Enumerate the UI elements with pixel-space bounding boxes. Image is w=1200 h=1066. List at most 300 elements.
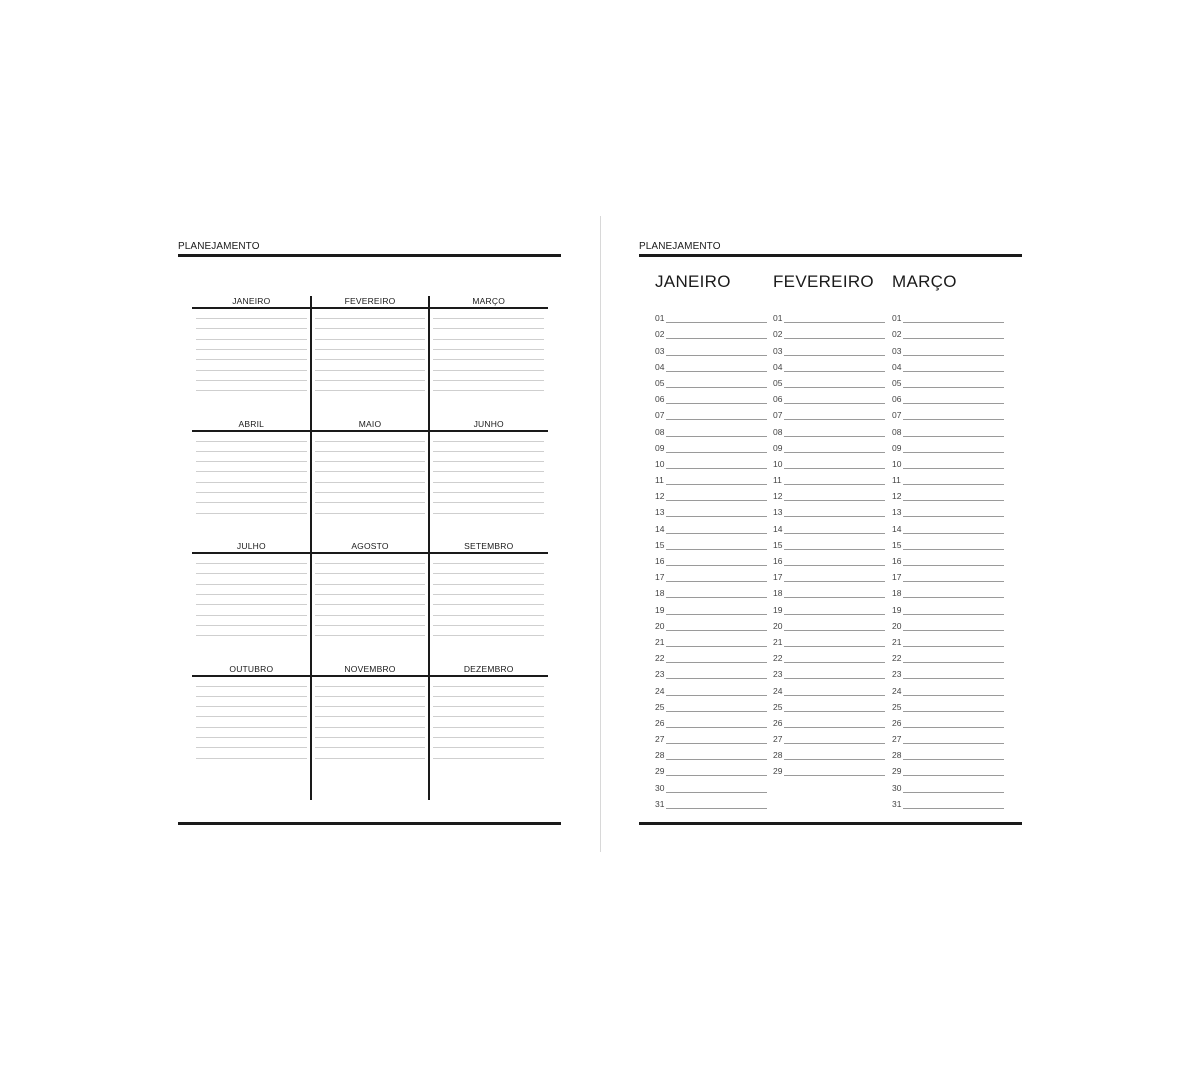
day-writing-line[interactable] <box>666 403 767 404</box>
day-row[interactable] <box>773 438 885 454</box>
writing-line[interactable] <box>433 584 544 585</box>
day-writing-line[interactable] <box>903 387 1004 388</box>
day-row[interactable] <box>773 535 885 551</box>
day-row[interactable] <box>773 680 885 696</box>
day-row[interactable] <box>892 745 1004 761</box>
day-row[interactable] <box>892 486 1004 502</box>
day-row[interactable] <box>773 470 885 486</box>
writing-line[interactable] <box>196 502 307 503</box>
day-writing-line[interactable] <box>903 581 1004 582</box>
month-block-setembro <box>429 541 548 663</box>
day-writing-line[interactable] <box>903 775 1004 776</box>
day-row[interactable] <box>773 664 885 680</box>
month-label: NOVEMBRO <box>344 663 396 674</box>
writing-line[interactable] <box>196 380 307 381</box>
day-writing-line[interactable] <box>903 436 1004 437</box>
writing-line[interactable] <box>315 339 426 340</box>
day-writing-line[interactable] <box>666 549 767 550</box>
day-row[interactable] <box>655 777 767 793</box>
day-writing-line[interactable] <box>903 468 1004 469</box>
writing-line[interactable] <box>315 737 426 738</box>
writing-line[interactable] <box>433 328 544 329</box>
writing-line[interactable] <box>433 615 544 616</box>
day-row[interactable] <box>892 567 1004 583</box>
day-row[interactable] <box>655 680 767 696</box>
day-row[interactable] <box>773 454 885 470</box>
day-writing-line[interactable] <box>784 565 885 566</box>
day-writing-line[interactable] <box>666 371 767 372</box>
day-row[interactable] <box>655 729 767 745</box>
writing-line[interactable] <box>196 451 307 452</box>
day-row[interactable] <box>655 308 767 324</box>
writing-line[interactable] <box>315 696 426 697</box>
day-row[interactable] <box>892 599 1004 615</box>
day-number: 31 <box>655 798 665 809</box>
day-writing-line[interactable] <box>784 452 885 453</box>
writing-line[interactable] <box>433 461 544 462</box>
day-row[interactable] <box>655 454 767 470</box>
day-row[interactable] <box>892 357 1004 373</box>
day-writing-line[interactable] <box>666 387 767 388</box>
day-writing-line[interactable] <box>666 711 767 712</box>
day-row[interactable] <box>655 486 767 502</box>
writing-line[interactable] <box>196 615 307 616</box>
writing-line[interactable] <box>433 686 544 687</box>
writing-line[interactable] <box>315 727 426 728</box>
writing-line[interactable] <box>196 441 307 442</box>
day-row[interactable] <box>773 632 885 648</box>
writing-line[interactable] <box>196 716 307 717</box>
writing-line[interactable] <box>196 686 307 687</box>
day-row[interactable] <box>773 518 885 534</box>
day-writing-line[interactable] <box>784 371 885 372</box>
writing-line[interactable] <box>315 635 426 636</box>
day-row[interactable] <box>655 745 767 761</box>
writing-line[interactable] <box>196 328 307 329</box>
writing-line[interactable] <box>196 482 307 483</box>
writing-line[interactable] <box>196 573 307 574</box>
month-header-rule <box>192 552 311 554</box>
day-number: 27 <box>655 734 665 745</box>
day-row[interactable] <box>773 373 885 389</box>
day-row[interactable] <box>773 567 885 583</box>
day-row[interactable] <box>892 777 1004 793</box>
day-writing-line[interactable] <box>903 792 1004 793</box>
day-row[interactable] <box>773 648 885 664</box>
day-writing-line[interactable] <box>903 500 1004 501</box>
day-row[interactable] <box>892 454 1004 470</box>
writing-line[interactable] <box>315 706 426 707</box>
writing-line[interactable] <box>196 594 307 595</box>
day-writing-line[interactable] <box>903 452 1004 453</box>
day-row[interactable] <box>892 324 1004 340</box>
day-row[interactable] <box>773 761 885 777</box>
day-writing-line[interactable] <box>903 355 1004 356</box>
day-writing-line[interactable] <box>666 743 767 744</box>
writing-line[interactable] <box>433 318 544 319</box>
day-writing-line[interactable] <box>784 727 885 728</box>
writing-line[interactable] <box>433 716 544 717</box>
day-writing-line[interactable] <box>903 662 1004 663</box>
writing-line[interactable] <box>315 584 426 585</box>
day-writing-line[interactable] <box>666 727 767 728</box>
day-writing-line[interactable] <box>666 516 767 517</box>
day-row[interactable] <box>773 583 885 599</box>
day-writing-line[interactable] <box>666 792 767 793</box>
writing-line[interactable] <box>433 359 544 360</box>
writing-line[interactable] <box>196 461 307 462</box>
writing-line[interactable] <box>196 584 307 585</box>
writing-line[interactable] <box>315 441 426 442</box>
writing-line[interactable] <box>433 380 544 381</box>
day-writing-line[interactable] <box>784 500 885 501</box>
writing-line[interactable] <box>433 563 544 564</box>
day-row[interactable] <box>655 438 767 454</box>
writing-line[interactable] <box>433 482 544 483</box>
day-writing-line[interactable] <box>784 403 885 404</box>
day-number: 08 <box>655 426 665 437</box>
day-writing-line[interactable] <box>903 419 1004 420</box>
writing-line[interactable] <box>196 339 307 340</box>
day-row[interactable] <box>892 373 1004 389</box>
writing-line[interactable] <box>315 747 426 748</box>
day-writing-line[interactable] <box>784 549 885 550</box>
day-writing-line[interactable] <box>784 597 885 598</box>
day-row[interactable] <box>892 551 1004 567</box>
day-row[interactable] <box>655 502 767 518</box>
day-writing-line[interactable] <box>666 759 767 760</box>
writing-line[interactable] <box>315 451 426 452</box>
day-row[interactable] <box>892 664 1004 680</box>
day-row[interactable] <box>892 340 1004 356</box>
writing-line[interactable] <box>433 604 544 605</box>
day-writing-line[interactable] <box>903 646 1004 647</box>
writing-line[interactable] <box>433 513 544 514</box>
writing-line[interactable] <box>315 318 426 319</box>
day-writing-line[interactable] <box>903 597 1004 598</box>
day-writing-line[interactable] <box>666 662 767 663</box>
day-row[interactable] <box>773 616 885 632</box>
day-writing-line[interactable] <box>666 338 767 339</box>
day-writing-line[interactable] <box>903 484 1004 485</box>
day-row[interactable] <box>655 583 767 599</box>
day-writing-line[interactable] <box>784 419 885 420</box>
day-row[interactable] <box>773 729 885 745</box>
day-writing-line[interactable] <box>666 436 767 437</box>
writing-line[interactable] <box>315 604 426 605</box>
writing-line[interactable] <box>315 513 426 514</box>
day-row[interactable] <box>892 502 1004 518</box>
day-row[interactable] <box>773 599 885 615</box>
day-row[interactable] <box>892 794 1004 810</box>
day-row[interactable] <box>892 421 1004 437</box>
day-writing-line[interactable] <box>666 355 767 356</box>
day-row[interactable] <box>892 729 1004 745</box>
day-writing-line[interactable] <box>903 322 1004 323</box>
day-row[interactable] <box>655 340 767 356</box>
day-row[interactable] <box>655 470 767 486</box>
day-row[interactable] <box>773 324 885 340</box>
day-writing-line[interactable] <box>666 775 767 776</box>
day-writing-line[interactable] <box>666 468 767 469</box>
writing-line[interactable] <box>433 451 544 452</box>
writing-line[interactable] <box>315 359 426 360</box>
day-row[interactable] <box>773 745 885 761</box>
day-row[interactable] <box>655 567 767 583</box>
day-writing-line[interactable] <box>784 695 885 696</box>
day-writing-line[interactable] <box>784 759 885 760</box>
day-row[interactable] <box>655 664 767 680</box>
month-block-fevereiro <box>311 296 430 418</box>
day-writing-line[interactable] <box>666 484 767 485</box>
month-header-rule <box>311 307 430 309</box>
writing-line[interactable] <box>433 696 544 697</box>
day-number: 05 <box>655 377 665 388</box>
day-writing-line[interactable] <box>784 775 885 776</box>
day-row[interactable] <box>773 713 885 729</box>
writing-line[interactable] <box>315 482 426 483</box>
day-writing-line[interactable] <box>784 436 885 437</box>
writing-line[interactable] <box>433 625 544 626</box>
day-row[interactable] <box>655 551 767 567</box>
day-writing-line[interactable] <box>784 662 885 663</box>
day-writing-line[interactable] <box>903 614 1004 615</box>
day-writing-line[interactable] <box>784 338 885 339</box>
day-writing-line[interactable] <box>903 403 1004 404</box>
day-row[interactable] <box>655 713 767 729</box>
writing-line[interactable] <box>433 471 544 472</box>
day-row[interactable] <box>773 486 885 502</box>
writing-line[interactable] <box>433 727 544 728</box>
day-row[interactable] <box>892 632 1004 648</box>
writing-line[interactable] <box>433 758 544 759</box>
writing-line[interactable] <box>433 706 544 707</box>
day-number: 14 <box>655 523 665 534</box>
day-writing-line[interactable] <box>666 646 767 647</box>
day-row[interactable] <box>892 761 1004 777</box>
day-row[interactable] <box>892 648 1004 664</box>
writing-line[interactable] <box>433 370 544 371</box>
day-row[interactable] <box>773 421 885 437</box>
column-divider <box>428 296 430 800</box>
writing-line[interactable] <box>196 635 307 636</box>
day-writing-line[interactable] <box>784 614 885 615</box>
day-row[interactable] <box>655 421 767 437</box>
day-row[interactable] <box>892 713 1004 729</box>
day-writing-line[interactable] <box>666 630 767 631</box>
writing-line[interactable] <box>315 390 426 391</box>
day-row[interactable] <box>773 405 885 421</box>
day-writing-line[interactable] <box>784 743 885 744</box>
writing-line[interactable] <box>315 492 426 493</box>
writing-line[interactable] <box>315 563 426 564</box>
writing-line[interactable] <box>433 737 544 738</box>
writing-line[interactable] <box>315 349 426 350</box>
day-writing-line[interactable] <box>903 565 1004 566</box>
day-writing-line[interactable] <box>666 419 767 420</box>
writing-line[interactable] <box>433 441 544 442</box>
day-row[interactable] <box>892 616 1004 632</box>
day-writing-line[interactable] <box>784 711 885 712</box>
writing-line[interactable] <box>196 706 307 707</box>
day-writing-line[interactable] <box>666 533 767 534</box>
day-writing-line[interactable] <box>666 581 767 582</box>
day-writing-line[interactable] <box>903 695 1004 696</box>
day-row[interactable] <box>892 697 1004 713</box>
day-number: 05 <box>892 377 902 388</box>
day-writing-line[interactable] <box>666 678 767 679</box>
day-writing-line[interactable] <box>903 743 1004 744</box>
writing-line[interactable] <box>196 471 307 472</box>
day-row[interactable] <box>892 308 1004 324</box>
day-row[interactable] <box>773 697 885 713</box>
day-row[interactable] <box>892 389 1004 405</box>
day-row[interactable] <box>892 405 1004 421</box>
day-number: 28 <box>892 750 902 761</box>
writing-line[interactable] <box>433 349 544 350</box>
day-writing-line[interactable] <box>903 338 1004 339</box>
day-writing-line[interactable] <box>666 597 767 598</box>
day-writing-line[interactable] <box>666 695 767 696</box>
writing-line[interactable] <box>315 758 426 759</box>
day-writing-line[interactable] <box>784 533 885 534</box>
day-writing-line[interactable] <box>903 549 1004 550</box>
day-writing-line[interactable] <box>784 646 885 647</box>
day-writing-line[interactable] <box>903 759 1004 760</box>
day-writing-line[interactable] <box>784 630 885 631</box>
writing-line[interactable] <box>433 492 544 493</box>
day-row[interactable] <box>655 324 767 340</box>
writing-line[interactable] <box>315 502 426 503</box>
day-number: 24 <box>655 685 665 696</box>
day-row[interactable] <box>655 697 767 713</box>
day-row[interactable] <box>655 357 767 373</box>
day-row[interactable] <box>773 389 885 405</box>
writing-line[interactable] <box>315 471 426 472</box>
day-writing-line[interactable] <box>903 630 1004 631</box>
day-writing-line[interactable] <box>784 516 885 517</box>
writing-line[interactable] <box>196 349 307 350</box>
day-writing-line[interactable] <box>784 355 885 356</box>
month-header-rule <box>192 307 311 309</box>
writing-line[interactable] <box>433 502 544 503</box>
day-row[interactable] <box>892 518 1004 534</box>
day-row[interactable] <box>773 502 885 518</box>
day-writing-line[interactable] <box>666 322 767 323</box>
writing-line[interactable] <box>196 625 307 626</box>
writing-line[interactable] <box>196 359 307 360</box>
day-writing-line[interactable] <box>784 678 885 679</box>
writing-line[interactable] <box>315 380 426 381</box>
day-row[interactable] <box>655 794 767 810</box>
day-writing-line[interactable] <box>666 452 767 453</box>
day-row[interactable] <box>655 389 767 405</box>
day-row[interactable] <box>892 470 1004 486</box>
writing-line[interactable] <box>196 318 307 319</box>
day-number: 27 <box>773 734 783 745</box>
day-row[interactable] <box>655 535 767 551</box>
day-writing-line[interactable] <box>903 371 1004 372</box>
month-label: JUNHO <box>473 418 504 429</box>
writing-line[interactable] <box>196 563 307 564</box>
day-writing-line[interactable] <box>784 581 885 582</box>
day-number: 09 <box>773 442 783 453</box>
day-row[interactable] <box>892 535 1004 551</box>
day-row[interactable] <box>655 761 767 777</box>
month-label: DEZEMBRO <box>463 663 514 674</box>
writing-line[interactable] <box>433 573 544 574</box>
writing-line[interactable] <box>433 747 544 748</box>
day-writing-line[interactable] <box>784 322 885 323</box>
writing-line[interactable] <box>196 492 307 493</box>
writing-line[interactable] <box>433 339 544 340</box>
writing-line[interactable] <box>196 727 307 728</box>
writing-line[interactable] <box>196 747 307 748</box>
writing-line[interactable] <box>196 604 307 605</box>
writing-line[interactable] <box>196 696 307 697</box>
day-row[interactable] <box>773 308 885 324</box>
day-writing-line[interactable] <box>903 808 1004 809</box>
day-row[interactable] <box>655 632 767 648</box>
writing-line[interactable] <box>196 390 307 391</box>
day-number: 02 <box>773 329 783 340</box>
day-row[interactable] <box>655 373 767 389</box>
day-row[interactable] <box>655 405 767 421</box>
day-writing-line[interactable] <box>903 727 1004 728</box>
writing-line[interactable] <box>315 573 426 574</box>
writing-line[interactable] <box>315 615 426 616</box>
writing-line[interactable] <box>315 716 426 717</box>
writing-line[interactable] <box>315 461 426 462</box>
month-block-maio <box>311 419 430 541</box>
writing-line[interactable] <box>315 328 426 329</box>
day-writing-line[interactable] <box>666 500 767 501</box>
day-row[interactable] <box>892 583 1004 599</box>
day-number: 19 <box>773 604 783 615</box>
writing-line[interactable] <box>315 686 426 687</box>
writing-line[interactable] <box>433 594 544 595</box>
day-writing-line[interactable] <box>666 614 767 615</box>
day-writing-line[interactable] <box>903 711 1004 712</box>
writing-line[interactable] <box>315 370 426 371</box>
day-row[interactable] <box>773 551 885 567</box>
day-writing-line[interactable] <box>784 468 885 469</box>
day-writing-line[interactable] <box>903 516 1004 517</box>
day-row[interactable] <box>892 680 1004 696</box>
day-writing-line[interactable] <box>903 678 1004 679</box>
day-writing-line[interactable] <box>666 565 767 566</box>
writing-line[interactable] <box>433 390 544 391</box>
day-row[interactable] <box>655 518 767 534</box>
day-row[interactable] <box>655 599 767 615</box>
day-writing-line[interactable] <box>666 808 767 809</box>
day-row[interactable] <box>773 340 885 356</box>
writing-line[interactable] <box>315 625 426 626</box>
writing-line[interactable] <box>433 635 544 636</box>
day-writing-line[interactable] <box>784 387 885 388</box>
writing-line[interactable] <box>196 737 307 738</box>
day-row[interactable] <box>655 616 767 632</box>
writing-line[interactable] <box>196 370 307 371</box>
writing-line[interactable] <box>315 594 426 595</box>
day-writing-line[interactable] <box>784 484 885 485</box>
day-row[interactable] <box>655 648 767 664</box>
day-writing-line[interactable] <box>903 533 1004 534</box>
day-row[interactable] <box>773 357 885 373</box>
writing-line[interactable] <box>196 513 307 514</box>
day-row[interactable] <box>892 438 1004 454</box>
writing-line[interactable] <box>196 758 307 759</box>
